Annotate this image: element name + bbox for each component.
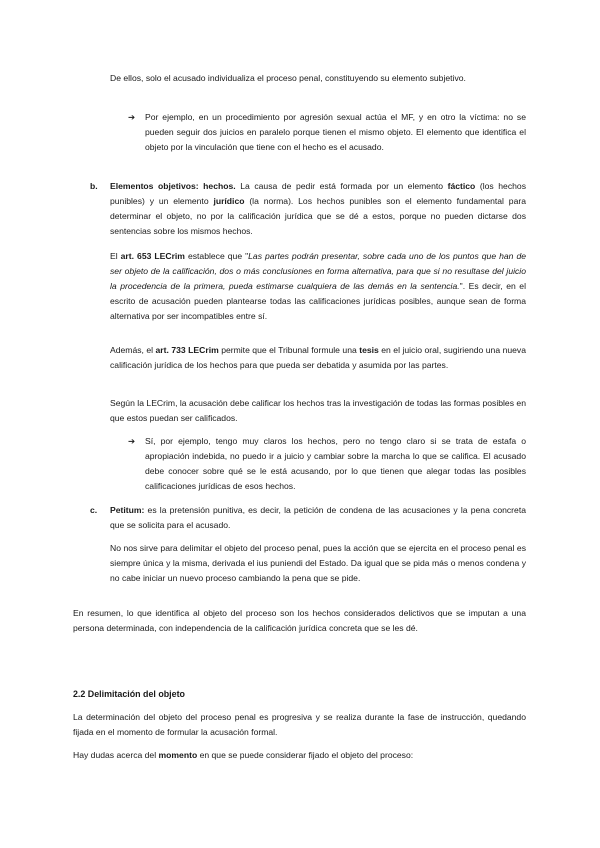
arrow-bullet-icon: ➔ bbox=[128, 112, 136, 122]
heading-petitum: Petitum: bbox=[110, 505, 145, 515]
example-bullet-1: Por ejemplo, en un procedimiento por agresión sexual actúa el MF, y en otro la víctima: no se pueden seguir dos juicios en paralelo porque tienen el mismo objeto. El elemento que identifica el objeto por la vinculación que tiene con el hecho es el acusado. bbox=[145, 112, 526, 152]
legal-quote: Las partes podrán presentar, sobre cada uno de los puntos que han de ser objeto de la calificación, dos o más conclusiones en forma alternativa, para que si no resultase del juicio la procedencia de la primera, pueda estimarse cualquiera de las demás en la sentencia. bbox=[110, 251, 527, 291]
list-label-c: c. bbox=[90, 505, 98, 515]
paragraph-no-nos-sirve: No nos sirve para delimitar el objeto del proceso penal, pues la acción que se ejercita en el proceso penal es siempre única y la misma, derivada el ius puniendi del Estado. Da igual que se pida más o menos condena y no cabe iniciar un nuevo proceso cambiando la pena que se pide. bbox=[110, 543, 526, 583]
paragraph-art653: El art. 653 LECrim establece que "Las partes podrán presentar, sobre cada uno de los puntos que han de ser objeto de la calificación, dos o más conclusiones en forma alternativa, para que si no resultase del juicio la procedencia de la primera, pueda estimarse cualquiera de las demás en la sentencia.". Es decir, en el escrito de acusación pueden plantearse todas las calificaciones jurídicas posibles, aunque sean de forma alternativa por ser incompatibles entre sí. bbox=[110, 251, 527, 321]
paragraph-art733: Además, el art. 733 LECrim permite que el Tribunal formule una tesis en el juicio oral, sugiriendo una nueva calificación jurídica de los hechos para que pueda ser debatida y asumida por las partes. bbox=[110, 345, 526, 370]
paragraph-subjective: De ellos, solo el acusado individualiza el proceso penal, constituyendo su elemento subjetivo. bbox=[110, 73, 466, 83]
paragraph-determinacion: La determinación del objeto del proceso penal es progresiva y se realiza durante la fase de instrucción, quedando fijada en el momento de formular la acusación formal. bbox=[73, 712, 526, 737]
list-label-b: b. bbox=[90, 181, 98, 191]
ref-art733: art. 733 LECrim bbox=[155, 345, 219, 355]
term-momento: momento bbox=[158, 750, 198, 760]
paragraph-resumen: En resumen, lo que identifica al objeto del proceso son los hechos considerados delictivos que se imputan a una persona determinada, con independencia de la calificación jurídica concreta que se les dé. bbox=[73, 608, 526, 633]
heading-elementos-objetivos: Elementos objetivos: hechos. bbox=[110, 181, 236, 191]
ref-art653: art. 653 LECrim bbox=[120, 251, 185, 261]
paragraph-dudas: Hay dudas acerca del momento en que se puede considerar fijado el objeto del proceso: bbox=[73, 750, 414, 760]
paragraph-lecrim: Según la LECrim, la acusación debe calificar los hechos tras la investigación de todas las formas posibles en que estos puedan ser calificados. bbox=[110, 398, 526, 423]
arrow-bullet-icon: ➔ bbox=[128, 436, 136, 446]
paragraph-hechos: Elementos objetivos: hechos. La causa de pedir está formada por un elemento fáctico (los hechos punibles) y un elemento jurídico (la norma). Los hechos punibles son el elemento fundamental para determinar el objeto, no por la calificación jurídica que se dé a estos, porque no pueden dictarse dos sentencias sobre los mismos hechos. bbox=[110, 181, 526, 236]
section-heading: 2.2 Delimitación del objeto bbox=[73, 689, 185, 699]
example-bullet-2: Sí, por ejemplo, tengo muy claros los hechos, pero no tengo claro si se trata de estafa o apropiación indebida, no puedo ir a juicio y cambiar sobre la marcha lo que se califica. El acusado debe conocer sobre qué se le está acusando, por lo que tienen que alegar todas las posibles calificaciones jurídicas de esos hechos. bbox=[145, 436, 526, 491]
paragraph-petitum: Petitum: es la pretensión punitiva, es decir, la petición de condena de las acusaciones y la pena concreta que se solicita para el acusado. bbox=[110, 505, 526, 530]
